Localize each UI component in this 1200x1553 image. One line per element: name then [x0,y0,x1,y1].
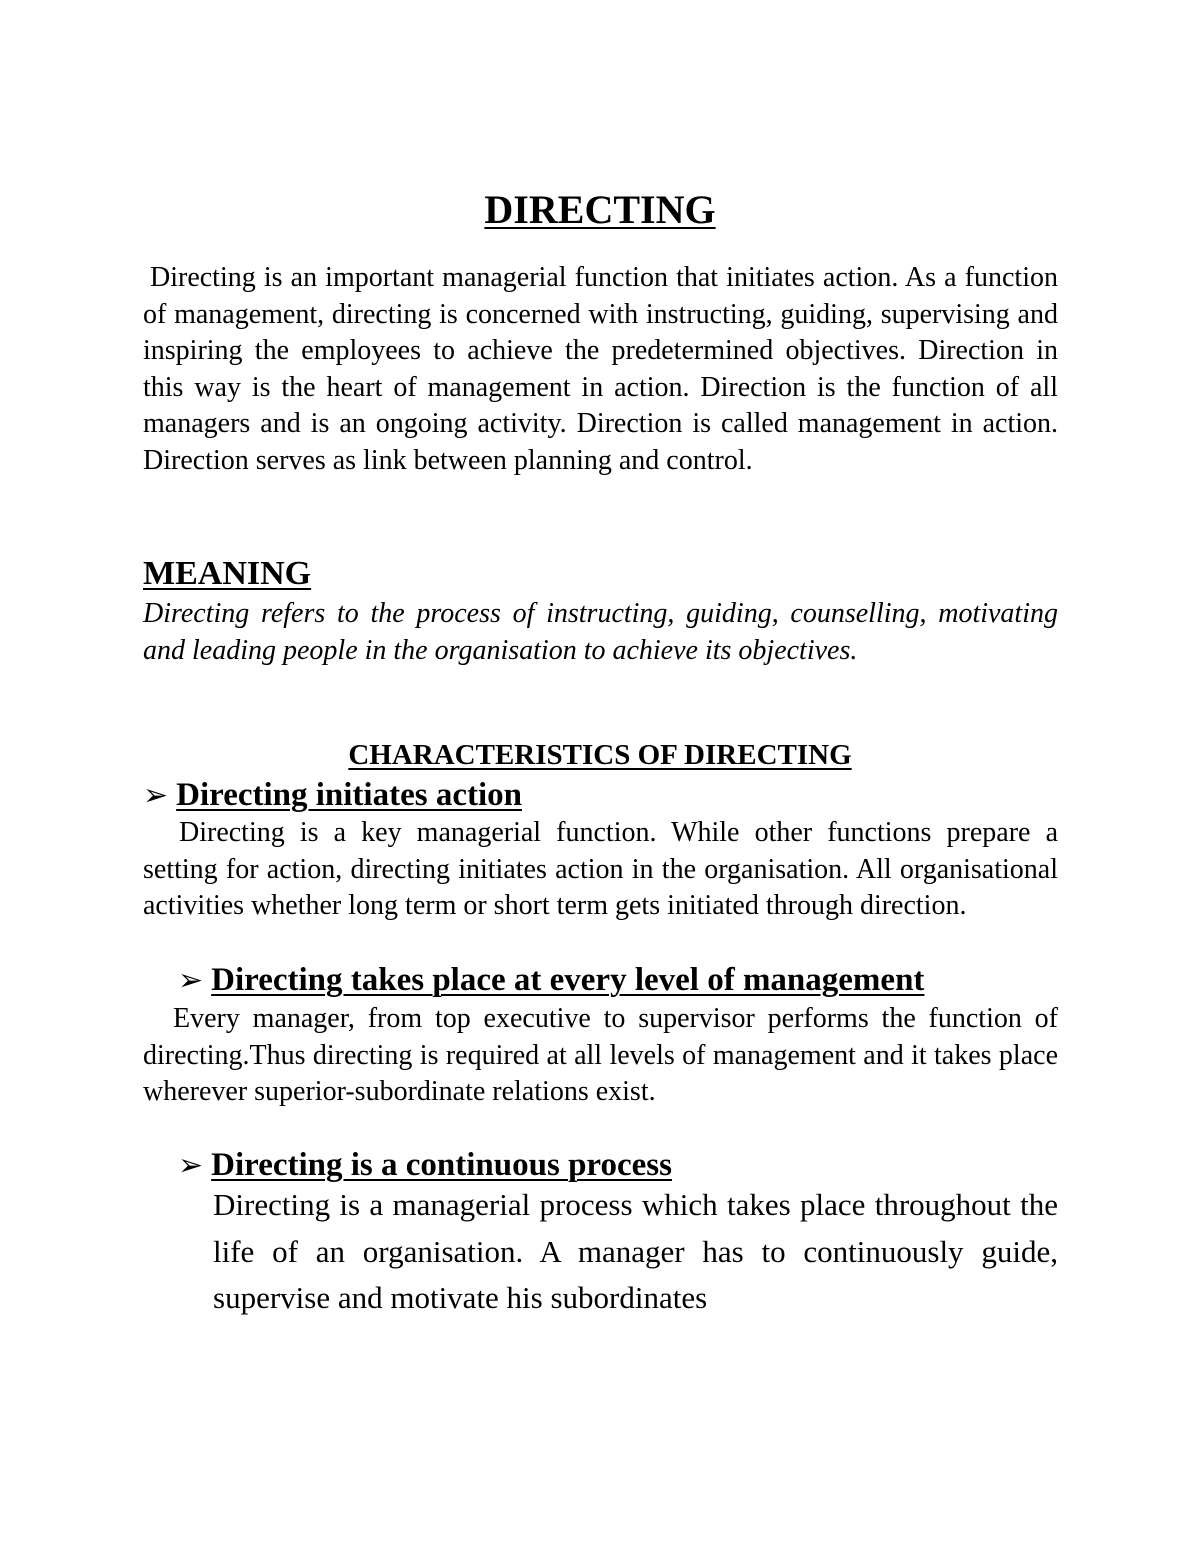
arrowhead-bullet-icon: ➢ [143,778,169,813]
characteristic-heading-1-label: Directing initiates action [176,777,522,813]
intro-text: Directing is an important managerial function that initiates action. As a function of management, directing is concerned with instructing, guiding, supervising and inspiring the employees to achieve the predetermined objectives. Direction in this way is the heart of management in action. Direction is the function of all managers and is an ongoing activity. Direction is called management in action. Direction serves as link between planning and control. [143,262,1058,476]
characteristic-text-1: Directing is a key managerial function. While other functions prepare a setting for action, directing initiates action in the organisation. All organisational activities whether long term or short term gets initiated through direction. [143,817,1058,921]
arrowhead-bullet-icon: ➢ [178,1148,204,1183]
page-title: DIRECTING [484,187,716,232]
characteristics-heading: CHARACTERISTICS OF DIRECTING [348,739,852,771]
characteristic-paragraph-2 [143,1001,1058,1111]
characteristic-heading-1 [143,775,522,816]
characteristic-heading-2-label: Directing takes place at every level of management [211,962,925,998]
intro-paragraph [143,260,1058,479]
characteristic-heading-2 [178,960,924,1001]
characteristic-heading-3-label: Directing is a continuous process [211,1147,672,1183]
meaning-paragraph: Directing refers to the process of instructing, guiding, counselling, motivating and leading people in the organisation to achieve its objectives. [143,598,1058,666]
meaning-heading: MEANING [143,555,312,592]
characteristic-paragraph-3: Directing is a managerial process which takes place throughout the life of an organisation. A manager has to continuously guide, supervise and motivate his subordinates [213,1187,1058,1315]
characteristic-text-2: Every manager, from top executive to supervisor performs the function of directing.Thus directing is required at all levels of management and it takes place wherever superior-subordinate relations exist. [143,1003,1058,1107]
arrowhead-bullet-icon: ➢ [178,963,204,998]
characteristic-paragraph-1 [143,815,1058,925]
characteristic-heading-3 [178,1145,672,1186]
